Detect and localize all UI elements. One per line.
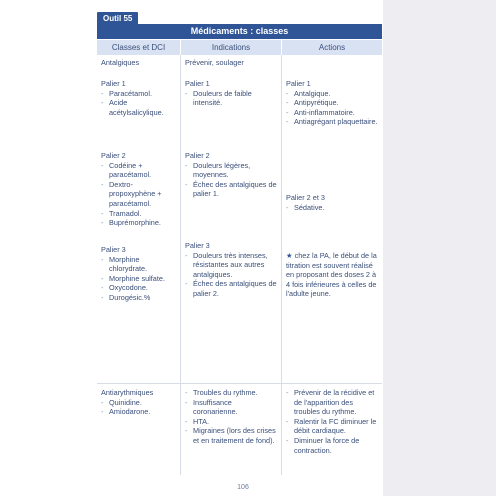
antiarythmiques-indications	[185, 388, 277, 446]
class-antiarythmiques: Antiarythmiques - Quinidine. - Amiodarone.	[101, 388, 177, 417]
class-antalgiques: Antalgiques	[101, 58, 140, 67]
palier3-indications: Palier 3 - Douleurs très intenses, résistantes aux autres antalgiques. - Échec des antalgiques de palier 2.	[185, 241, 277, 299]
list-item: - Codéine + paracétamol.	[101, 161, 177, 180]
list-item: - Antipyrétique.	[286, 98, 378, 108]
list-item: - Dextro-propoxyphène + paracétamol.	[101, 180, 177, 209]
list-item: - Insuffisance coronarienne.	[185, 398, 277, 417]
header-classes: Classes et DCI	[97, 40, 180, 55]
list-item: - Buprémorphine.	[101, 218, 177, 228]
list-item: - Antalgique.	[286, 89, 378, 99]
palier1-indications: Palier 1 - Douleurs de faible intensité.	[185, 79, 277, 108]
palier2-dci: Palier 2 - Codéine + paracétamol. - Dextro-propoxyphène + paracétamol. - Tramadol. - Buprémorphine.	[101, 151, 177, 228]
table-title: Médicaments : classes	[97, 24, 382, 39]
list-item: - Douleurs de faible intensité.	[185, 89, 277, 108]
palier1-dci: Palier 1 - Paracétamol. - Acide acétylsalicylique.	[101, 79, 177, 117]
list-item: - Antiagrégant plaquettaire.	[286, 117, 378, 127]
list-item: - Migraines (lors des crises et en traitement de fond).	[185, 426, 277, 445]
tool-tag: Outil 55	[97, 12, 138, 25]
list-item: - Amiodarone.	[101, 407, 177, 417]
list-item: - Ralentir la FC diminuer le débit cardiaque.	[286, 417, 378, 436]
antiarythmiques-actions	[286, 388, 378, 455]
list-item: - Acide acétylsalicylique.	[101, 98, 177, 117]
row-divider	[97, 383, 382, 384]
page-number: 106	[237, 484, 249, 491]
list-item: - Sédative.	[286, 203, 378, 213]
palier1-actions: Palier 1 - Antalgique. - Antipyrétique. - Anti-inflammatoire. - Antiagrégant plaquettaire.	[286, 79, 378, 127]
list-item: - Tramadol.	[101, 209, 177, 219]
list-item: - Morphine chlorydrate.	[101, 255, 177, 274]
list-item: - Quinidine.	[101, 398, 177, 408]
header-actions: Actions	[281, 40, 382, 55]
indication-antalgiques: Prévenir, soulager	[185, 58, 244, 67]
titration-note: ★ chez la PA, le début de la titration est souvent réalisé en proposant des doses 2 à 4 fois inférieures à celles de l'adulte jeune.	[286, 251, 377, 299]
list-item: - Paracétamol.	[101, 89, 177, 99]
list-item: - Durogésic.%	[101, 293, 177, 303]
list-item: - Morphine sulfate.	[101, 274, 177, 284]
list-item: - Diminuer la force de contraction.	[286, 436, 378, 455]
palier3-dci: Palier 3 - Morphine chlorydrate. - Morphine sulfate. - Oxycodone. - Durogésic.%	[101, 245, 177, 303]
palier2-indications: Palier 2 - Douleurs légères, moyennes. - Échec des antalgiques de palier 1.	[185, 151, 277, 199]
list-item: - Oxycodone.	[101, 283, 177, 293]
list-item: - Douleurs légères, moyennes.	[185, 161, 277, 180]
palier23-actions: Palier 2 et 3 - Sédative.	[286, 193, 378, 212]
list-item: - Anti-inflammatoire.	[286, 108, 378, 118]
column-divider	[281, 55, 282, 475]
list-item: - Troubles du rythme.	[185, 388, 277, 398]
list-item: - HTA.	[185, 417, 277, 427]
page-margin-band	[383, 0, 496, 496]
list-item: - Prévenir de la récidive et de l'apparition des troubles du rythme.	[286, 388, 378, 417]
star-icon: ★	[286, 251, 293, 260]
list-item: - Douleurs très intenses, résistantes aux autres antalgiques.	[185, 251, 277, 280]
list-item: - Échec des antalgiques de palier 1.	[185, 180, 277, 199]
header-indications: Indications	[180, 40, 281, 55]
column-divider	[180, 55, 181, 475]
table-header	[97, 40, 382, 55]
list-item: - Échec des antalgiques de palier 2.	[185, 279, 277, 298]
